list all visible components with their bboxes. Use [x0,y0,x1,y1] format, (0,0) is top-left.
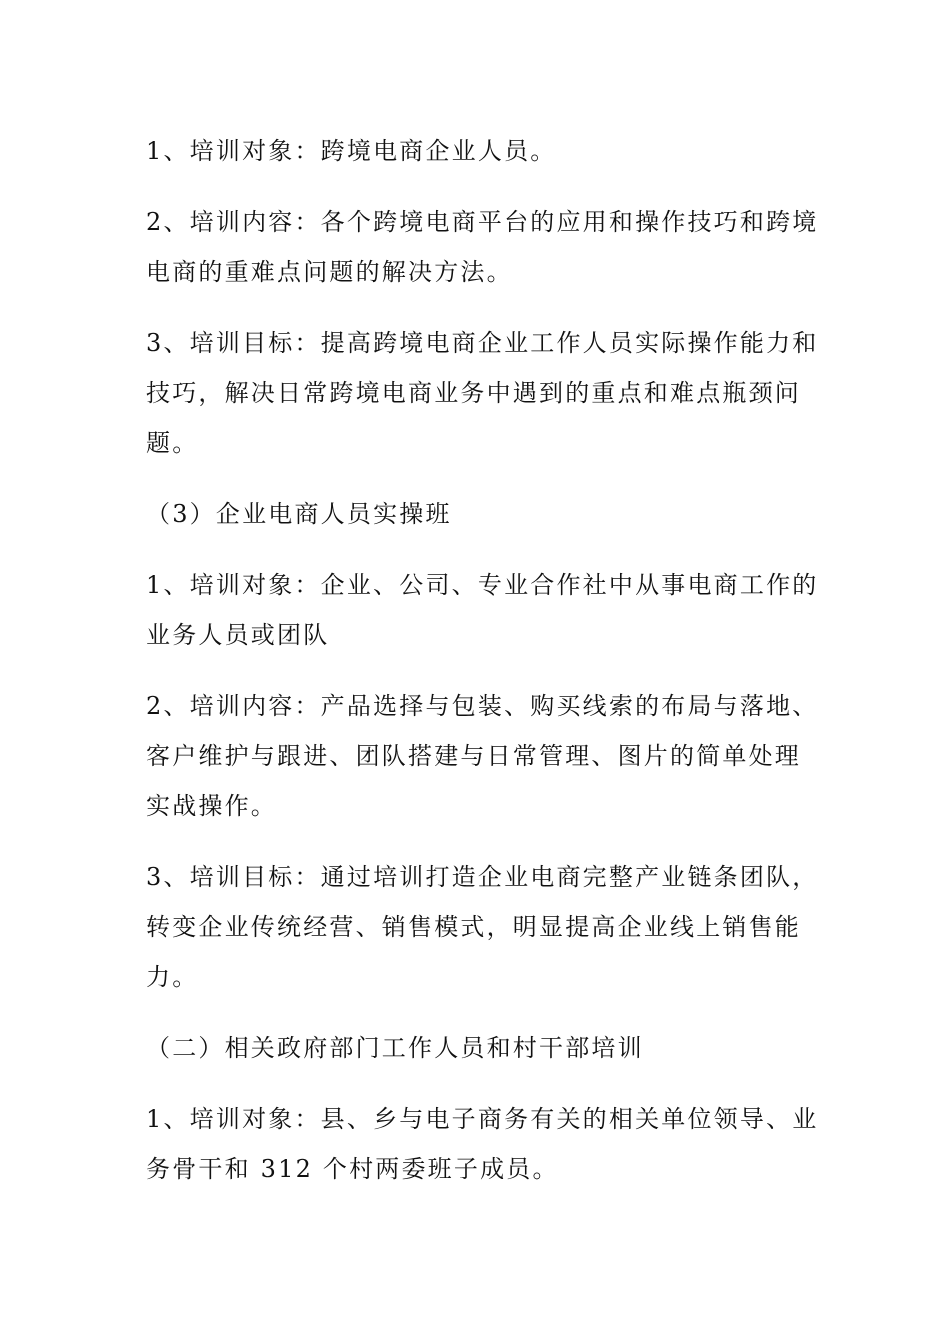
heading-text: （3）企业电商人员实操班 [146,500,452,528]
heading-text: （二）相关政府部门工作人员和村干部培训 [146,1034,644,1062]
paragraph-cross-border-target [146,126,806,176]
text-line: 业务人员或团队 [146,621,330,649]
text-line: 题。 [146,429,199,457]
text-line: 2、培训内容：产品选择与包装、购买线索的布局与落地、 [146,692,819,720]
text-line: 力。 [146,963,199,991]
text-line: 转变企业传统经营、销售模式，明显提高企业线上销售能 [146,913,801,941]
paragraph-government-target [146,1094,819,1194]
section-heading-government-training [146,1023,806,1073]
text-line: 实战操作。 [146,792,277,820]
paragraph-enterprise-content [146,681,819,831]
paragraph-cross-border-goal [146,318,819,468]
paragraph-enterprise-goal [146,852,819,1002]
text-line: 1、培训对象：跨境电商企业人员。 [146,137,557,165]
text-line: 2、培训内容：各个跨境电商平台的应用和操作技巧和跨境 [146,208,819,236]
text-line: 3、培训目标：提高跨境电商企业工作人员实际操作能力和 [146,329,819,357]
text-line: 电商的重难点问题的解决方法。 [146,258,513,286]
paragraph-cross-border-content [146,197,819,297]
text-line: 务骨干和 312 个村两委班子成员。 [146,1155,559,1183]
paragraph-enterprise-target [146,560,819,660]
document-page [146,126,819,1215]
section-heading-enterprise-class [146,489,806,539]
text-line: 技巧，解决日常跨境电商业务中遇到的重点和难点瓶颈问 [146,379,801,407]
text-line: 客户维护与跟进、团队搭建与日常管理、图片的简单处理 [146,742,801,770]
text-line: 1、培训对象：县、乡与电子商务有关的相关单位领导、业 [146,1105,819,1133]
text-line: 3、培训目标：通过培训打造企业电商完整产业链条团队， [146,863,819,891]
text-line: 1、培训对象：企业、公司、专业合作社中从事电商工作的 [146,571,819,599]
